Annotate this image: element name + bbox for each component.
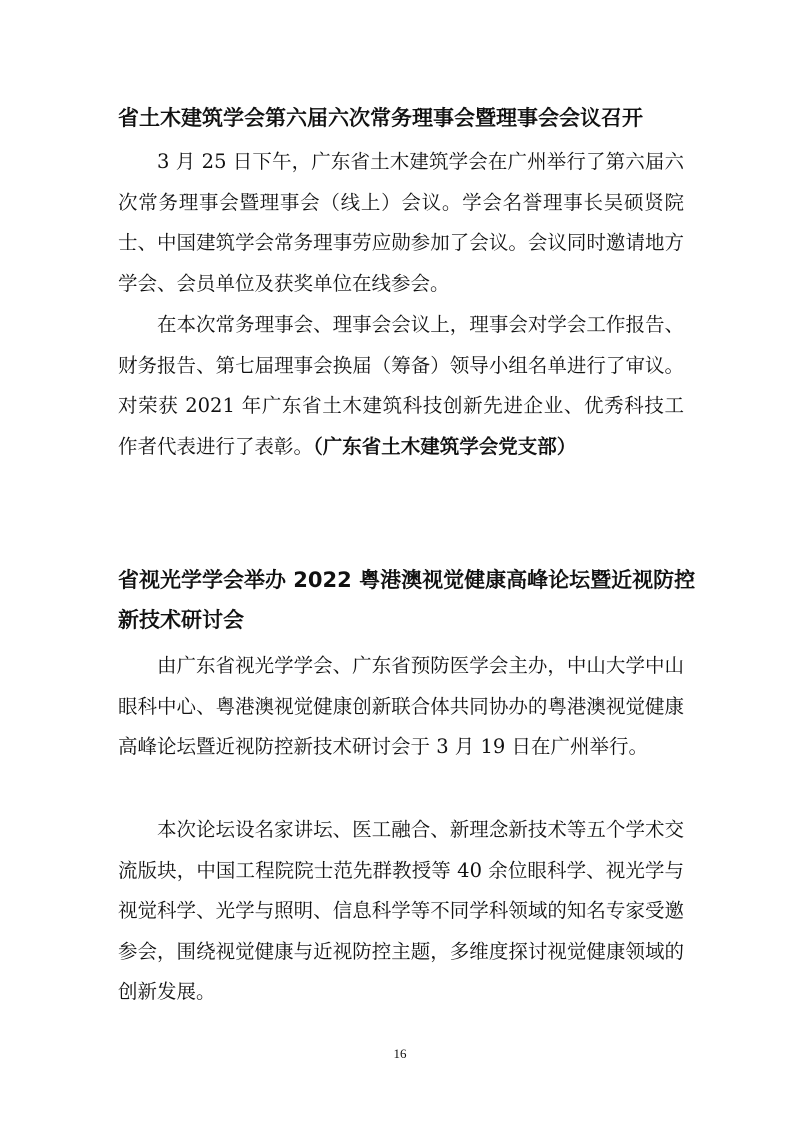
article-2-paragraph-2 [118,810,684,1013]
article-2-paragraph-1-text: 由广东省视光学学会、广东省预防医学会主办，中山大学中山眼科中心、粤港澳视觉健康创新联合体共同协办的粤港澳视觉健康高峰论坛暨近视防控新技术研讨会于 3 月 19 日在广州举行。 [118,654,684,758]
article-1-paragraph-1 [118,142,684,304]
article-2-title: 省视光学学会举办 2022 粤港澳视觉健康高峰论坛暨近视防控新技术研讨会 [118,568,696,632]
page-number: 16 [393,1046,407,1061]
article-1-title: 省土木建筑学会第六届六次常务理事会暨理事会会议召开 [118,106,643,130]
article-1-paragraph-2 [118,305,684,467]
article-2-paragraph-1 [118,646,684,768]
article-2-paragraph-2-text: 本次论坛设名家讲坛、医工融合、新理念新技术等五个学术交流版块，中国工程院院士范先群教授等 40 余位眼科学、视光学与视觉科学、光学与照明、信息科学等不同学科领域的知名专家受邀参会，围绕视觉健康与近视防控主题，多维度探讨视觉健康领域的创新发展。 [118,818,684,1003]
article-1-paragraph-1-text: 3 月 25 日下午，广东省土木建筑学会在广州举行了第六届六次常务理事会暨理事会（线上）会议。学会名誉理事长吴硕贤院士、中国建筑学会常务理事劳应勋参加了会议。会议同时邀请地方学会、会员单位及获奖单位在线参会。 [118,150,684,295]
article-1-source: （广东省土木建筑学会党支部） [313,434,577,458]
article-1-paragraph-2-text: 在本次常务理事会、理事会会议上，理事会对学会工作报告、财务报告、第七届理事会换届（筹备）领导小组名单进行了审议。对荣获 2021 年广东省土木建筑科技创新先进企业、优秀科技工作者代表进行了表彰。 [118,313,684,458]
